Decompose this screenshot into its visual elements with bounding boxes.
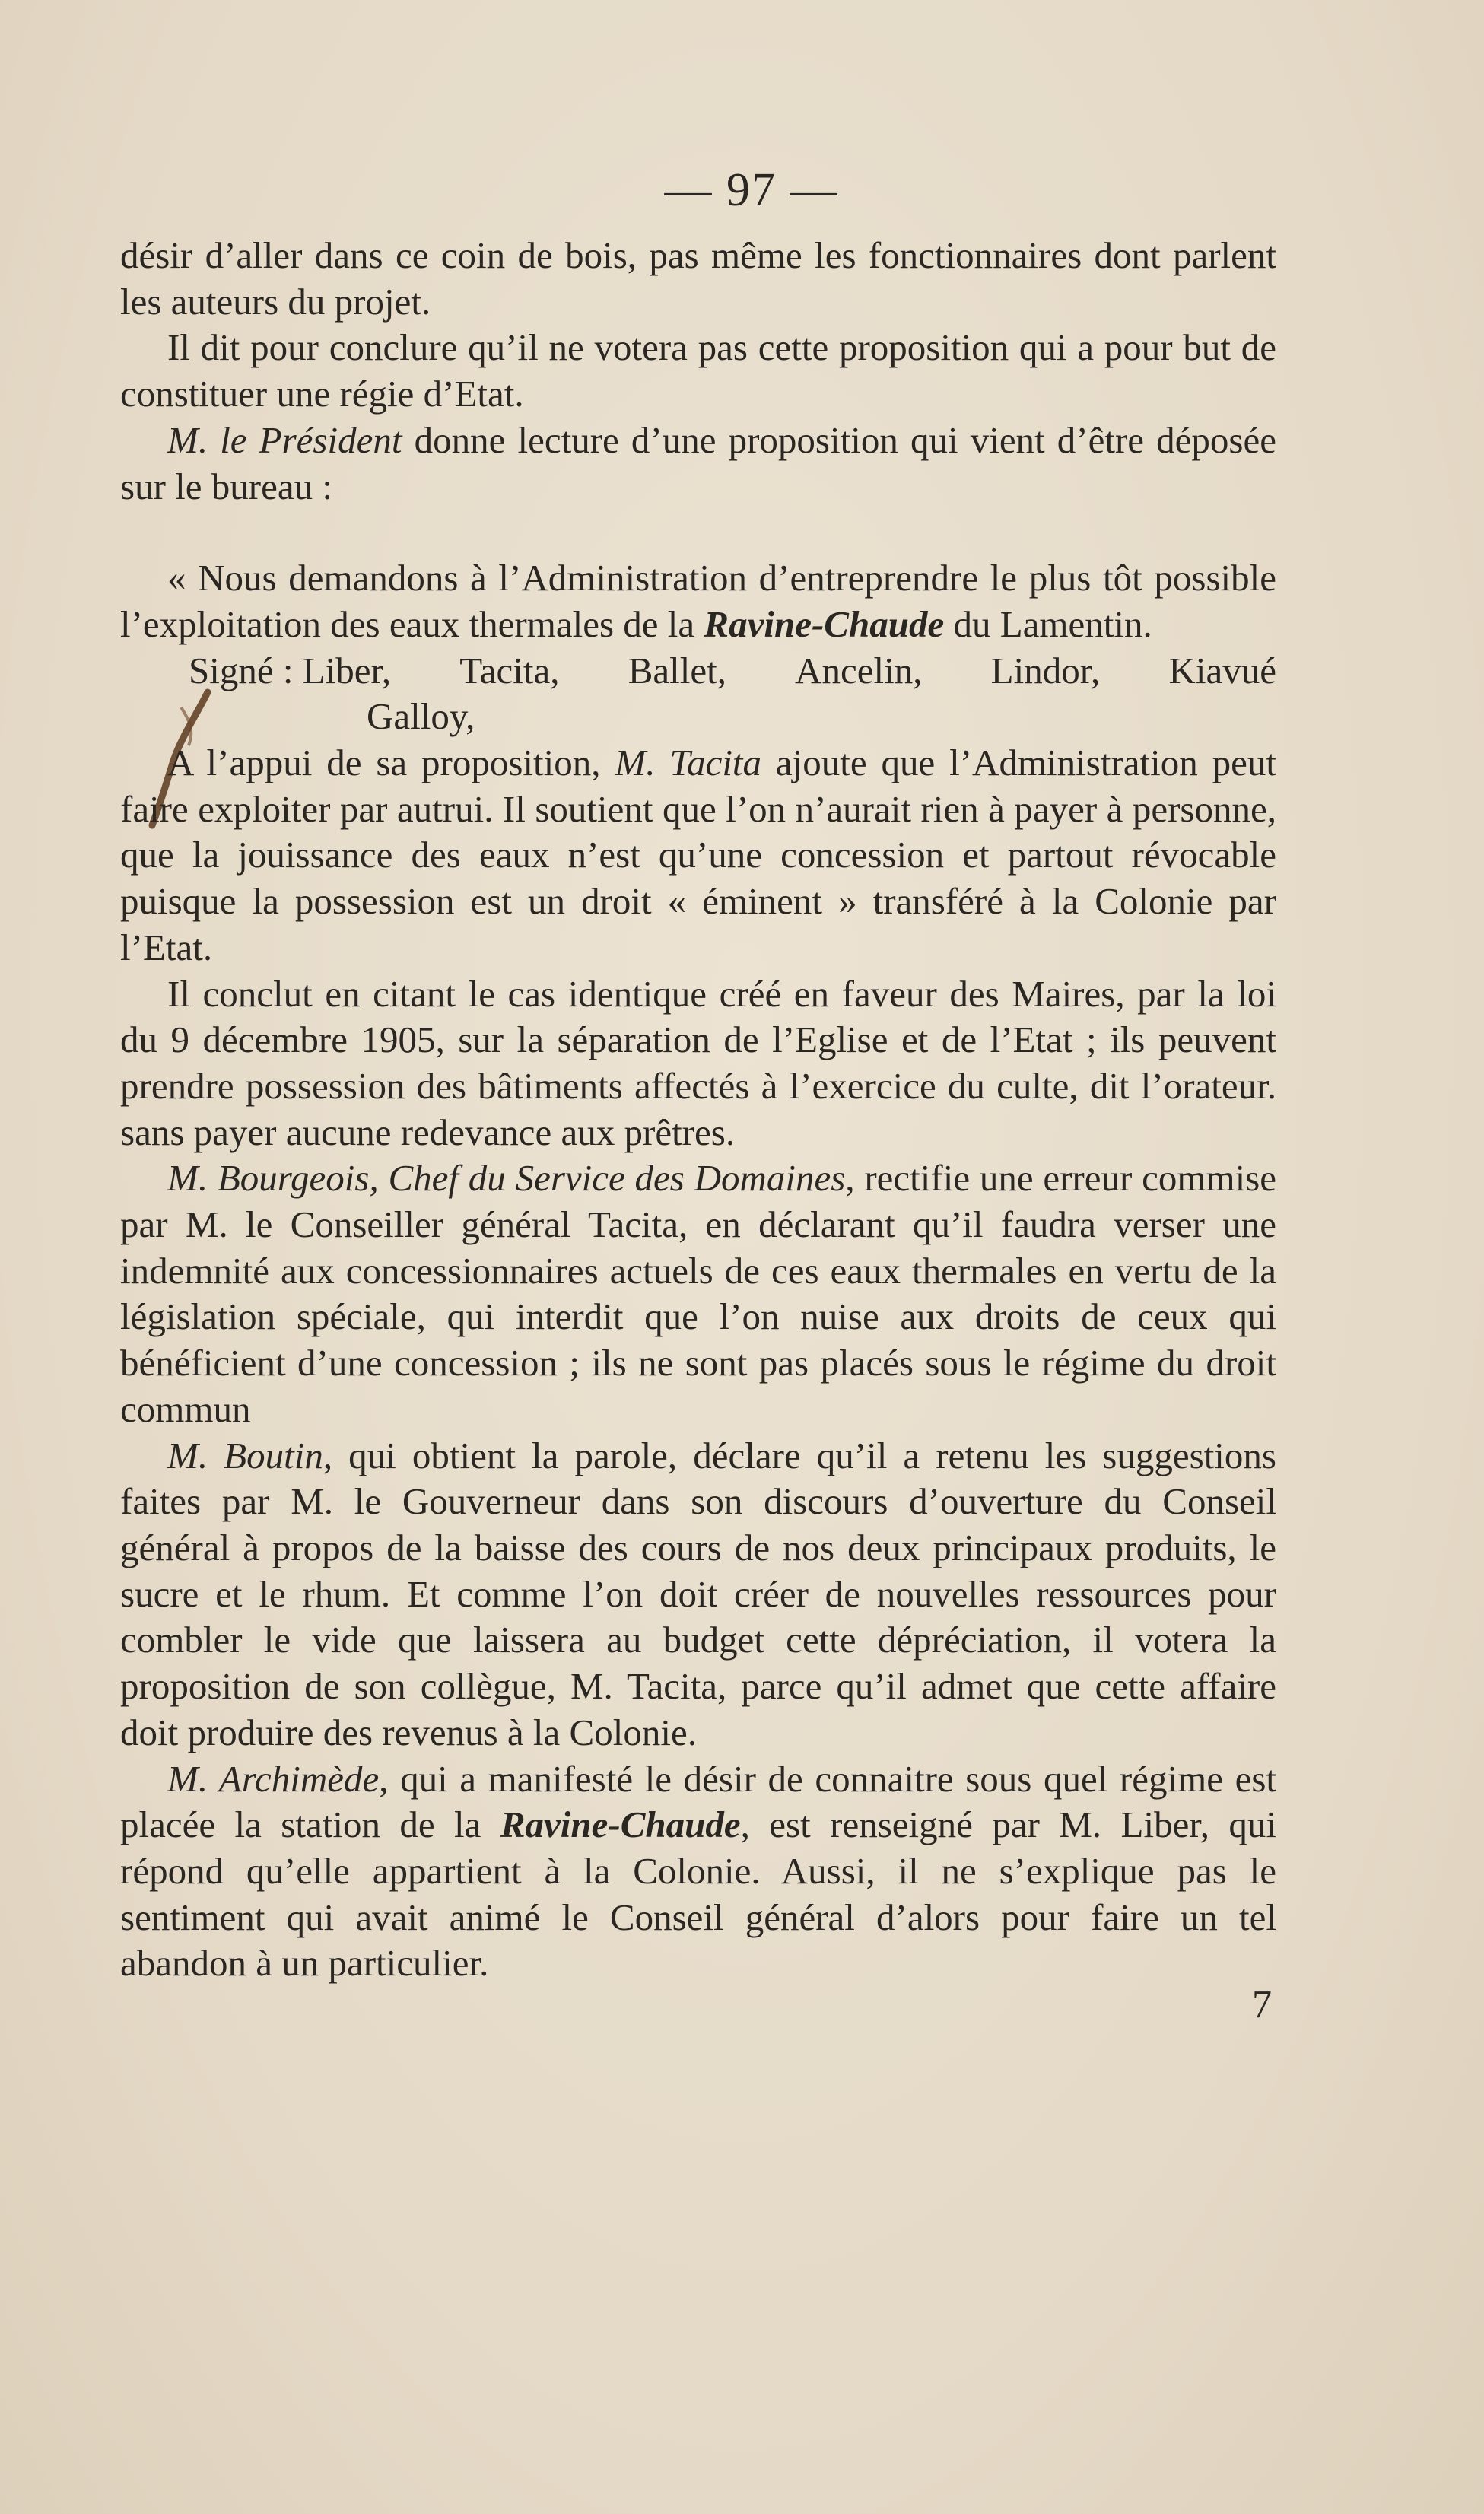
paragraph-bourgeois — [120, 1155, 1276, 1432]
paragraph-tacita-lead: A l’appui de sa proposition, — [167, 742, 615, 784]
signatory-name: Ballet, — [628, 649, 726, 691]
signatory-name: Tacita, — [459, 649, 560, 691]
paragraph-president — [120, 418, 1276, 510]
speaker-president: M. le Président — [167, 418, 402, 461]
speaker-tacita: M. Tacita — [615, 742, 762, 784]
page-body — [120, 152, 1276, 2028]
paragraph-tacita — [120, 740, 1276, 971]
signatory-last: Galloy, — [367, 695, 475, 738]
signature-mark-number: 7 — [1252, 1983, 1272, 2027]
paragraph-boutin — [120, 1433, 1276, 1756]
spacer — [120, 510, 1276, 555]
paragraph-conclusion: Il dit pour conclure qu’il ne votera pas cette proposition qui a pour but de constituer une régie d’Etat. — [120, 326, 1276, 415]
quote-text: « Nous demandons à l’Administration d’entreprendre le plus tôt possible l’exploitation des eaux thermales de la — [120, 557, 1276, 645]
signatory-name: Lindor, — [990, 649, 1101, 691]
paragraph-boutin-text: , qui obtient la parole, déclare qu’il a retenu les suggestions faites par M. le Gouverneur dans son discours d’ouverture du Conseil général à propos de la baisse des cours de nos deux principaux produits, le sucre et le rhum. Et comme l’on doit créer de nouvelles ressources pour combler le vide que laissera au budget cette dépréciation, il votera la proposition de son collègue, M. Tacita, parce qu’il admet que cette affaire doit produire des revenus à la Colonie. — [120, 1434, 1276, 1753]
paragraph-president-text: donne lecture d’une proposition qui vient d’être déposée sur le bureau : — [120, 418, 1276, 507]
paragraph-archimede-text-b: , est renseigné par M. Liber, qui répond qu’elle appartient à la Colonie. Aussi, il ne s’explique pas le sentiment qui avait animé le Conseil général d’alors pour faire un tel abandon à un particulier. — [120, 1804, 1276, 1985]
paragraph-tacita-text: ajoute que l’Administration peut faire exploiter par autrui. Il soutient que l’on n’aurait rien à payer à personne, que la jouissance des eaux n’est qu’une concession et partout révocable puisque la possession est un droit « éminent » transféré à la Colonie par l’Etat. — [120, 742, 1276, 968]
archimede-place: Ravine-Chaude — [500, 1804, 741, 1846]
paragraph-bourgeois-text: , rectifie une erreur commise par M. le Conseiller général Tacita, en déclarant qu’il faudra verser une indemnité aux concessionnaires actuels de ces eaux thermales en vertu de la législation spéciale, qui interdit que l’on nuise aux droits de ceux qui bénéficient d’une concession ; ils ne sont pas placés sous le régime du droit commun — [120, 1157, 1276, 1430]
speaker-boutin: M. Boutin — [167, 1434, 323, 1476]
signed-label: Signé : Liber, — [189, 649, 392, 691]
paragraph-conclusion-tacita: Il conclut en citant le cas identique créé en faveur des Maires, par la loi du 9 décembre 1905, sur la séparation de l’Eglise et de l’Etat ; ils peuvent prendre possession des bâtiments affectés à l’exercice du culte, dit l’orateur. sans payer aucune redevance aux prêtres. — [120, 972, 1276, 1153]
signatories-line — [120, 648, 1276, 694]
quoted-proposition — [120, 555, 1276, 647]
paragraph-archimede-text-a: , qui a manifesté le désir de connaitre sous quel régime est placée la station de la — [120, 1757, 1277, 1846]
quote-place: Ravine-Chaude — [704, 602, 945, 645]
page-number: — 97 — — [664, 164, 839, 216]
signatory-name: Kiavué — [1168, 649, 1276, 691]
quote-end: du Lamentin. — [944, 602, 1152, 645]
paragraph-archimede — [120, 1756, 1276, 1988]
speaker-bourgeois: M. Bourgeois, Chef du Service des Domaines — [167, 1157, 846, 1200]
speaker-archimede: M. Archimède — [167, 1757, 380, 1800]
paragraph-continuation: désir d’aller dans ce coin de bois, pas même les fonctionnaires dont parlent les auteurs du projet. — [120, 234, 1276, 323]
signatory-name: Ancelin, — [795, 649, 923, 691]
